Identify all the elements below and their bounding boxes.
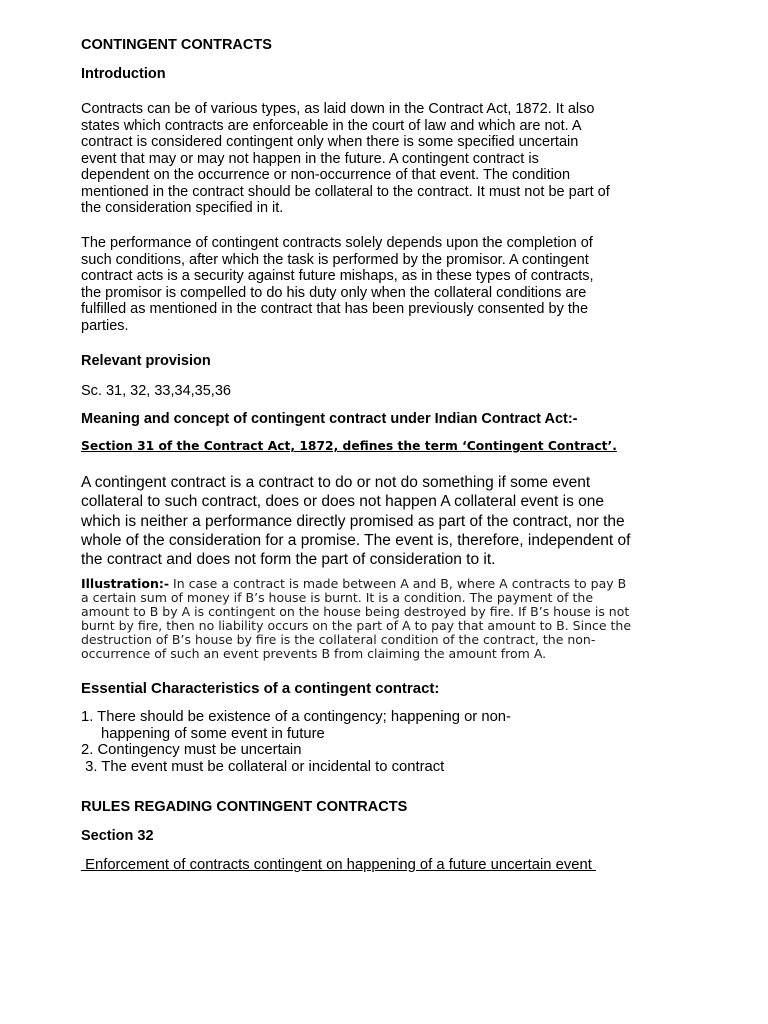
list-item: 2. Contingency must be uncertain [81, 742, 302, 758]
sections-list: Sc. 31, 32, 33,34,35,36 [81, 383, 231, 399]
paragraph-line: the contract and does not form the part of consideration to it. [81, 551, 496, 569]
paragraph-line: the promisor is compelled to do his duty only when the collateral conditions are [81, 284, 587, 301]
list-item: 1. There should be existence of a contingency; happening or non- [81, 709, 511, 725]
paragraph-line: which is neither a performance directly promised as part of the contract, nor the [81, 512, 625, 530]
paragraph-line: fulfilled as mentioned in the contract that has been previously consented by the [81, 301, 589, 317]
paragraph-line: collateral to such contract, does or does not happen A collateral event is one [81, 493, 605, 511]
paragraph-line: the consideration specified in it. [81, 200, 284, 216]
paragraph-line: event that may or may not happen in the future. A contingent contract is [81, 150, 539, 167]
paragraph-line: contract is considered contingent only when there is some specified uncertain [81, 134, 579, 150]
illustration-line: destruction of B’s house by fire is the collateral condition of the contract, the non- [81, 632, 596, 647]
document-title: CONTINGENT CONTRACTS [81, 37, 272, 53]
paragraph-line: parties. [81, 317, 129, 334]
list-item: 3. The event must be collateral or incidental to contract [81, 758, 445, 775]
illustration-line: occurrence of such an event prevents B from claiming the amount from A. [81, 646, 547, 661]
definition-paragraph [81, 473, 630, 569]
paragraph-line: contract acts is a security against future mishaps, as in these types of contracts, [81, 268, 594, 284]
illustration-line: amount to B by A is contingent on the house being destroyed by fire. If B’s house is not [81, 604, 630, 619]
intro-paragraph-1 [81, 101, 610, 217]
illustration-first-line [81, 577, 631, 591]
paragraph-line: such conditions, after which the task is performed by the promisor. A contingent [81, 251, 589, 268]
section-31-definition-line: Section 31 of the Contract Act, 1872, defines the term ‘Contingent Contract’. [81, 439, 617, 453]
paragraph-line: Contracts can be of various types, as laid down in the Contract Act, 1872. It also [81, 101, 595, 117]
characteristics-list [81, 709, 511, 775]
rules-heading: RULES REGADING CONTINGENT CONTRACTS [81, 799, 408, 815]
paragraph-line: dependent on the occurrence or non-occurrence of that event. The condition [81, 167, 571, 183]
paragraph-line: states which contracts are enforceable in the court of law and which are not. A [81, 117, 582, 134]
list-item-continuation: happening of some event in future [101, 725, 325, 742]
illustration-label: Illustration:- [81, 576, 170, 591]
section-32-heading: Section 32 [81, 828, 154, 844]
illustration-line: burnt by fire, then no liability occurs on the part of A to pay that amount to B. Since the [81, 618, 632, 633]
intro-paragraph-2 [81, 235, 594, 334]
paragraph-line: The performance of contingent contracts solely depends upon the completion of [81, 235, 593, 251]
section-32-title: Enforcement of contracts contingent on happening of a future uncertain event [81, 857, 596, 873]
paragraph-line: A contingent contract is a contract to do or not do something if some event [81, 474, 591, 491]
introduction-heading: Introduction [81, 66, 166, 82]
essential-characteristics-heading: Essential Characteristics of a contingent contract: [81, 680, 440, 697]
illustration-line: a certain sum of money if B’s house is burnt. It is a condition. The payment of the [81, 590, 594, 605]
paragraph-line: whole of the consideration for a promise. The event is, therefore, independent of [81, 531, 631, 549]
paragraph-line: mentioned in the contract should be collateral to the contract. It must not be part of [81, 183, 610, 200]
illustration-block [81, 577, 631, 661]
meaning-heading: Meaning and concept of contingent contract under Indian Contract Act:- [81, 411, 578, 427]
illustration-first-line-text: In case a contract is made between A and B, where A contracts to pay B [169, 576, 627, 591]
relevant-provision-heading: Relevant provision [81, 353, 211, 369]
